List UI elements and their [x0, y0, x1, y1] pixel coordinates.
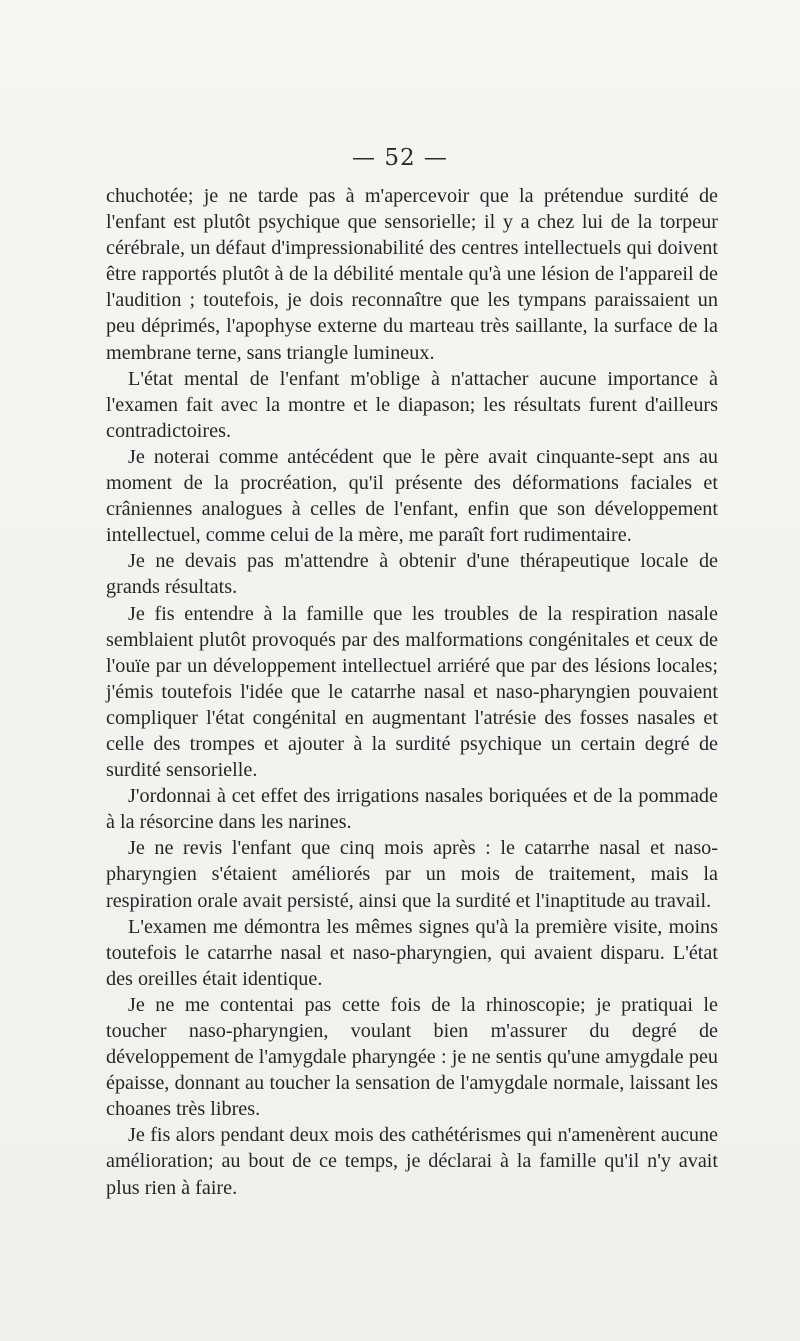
paragraph-10: Je fis alors pendant deux mois des cathétérismes qui n'amenèrent aucune amélioration; au bout de ce temps, je déclarai à la famille qu'il n'y avait plus rien à faire. [106, 1124, 718, 1199]
paragraph-3: Je noterai comme antécédent que le père avait cinquante-sept ans au moment de la procréation, qu'il présente des déformations faciales et crâniennes analogues à celles de l'enfant, enfin que son développement intellectuel, comme celui de la mère, me paraît fort rudimentaire. [106, 445, 718, 547]
paragraph-6: J'ordonnai à cet effet des irrigations nasales boriquées et de la pommade à la résorcine dans les narines. [106, 785, 718, 834]
paragraph-9: Je ne me contentai pas cette fois de la rhinoscopie; je pratiquai le toucher naso-pharyngien, voulant bien m'assurer du degré de développement de l'amygdale pharyngée : je ne sentis qu'une amygdale peu épaisse, donnant au toucher la sensation de l'amygdale normale, laissant les choanes très libres. [106, 993, 718, 1121]
paragraph-7: Je ne revis l'enfant que cinq mois après : le catarrhe nasal et naso-pharyngien s'étaient améliorés par un mois de traitement, mais la respiration orale avait persisté, ainsi que la surdité et l'inaptitude au travail. [106, 837, 718, 912]
paragraph-5: Je fis entendre à la famille que les troubles de la respiration nasale semblaient plutôt provoqués par des malformations congénitales et ceux de l'ouïe par un développement intellectuel arriéré que par des lésions locales; j'émis toutefois l'idée que le catarrhe nasal et naso-pharyngien pouvaient compliquer l'état congénital en augmentant l'atrésie des fosses nasales et celle des trompes et ajouter à la surdité psychique un certain degré de surdité sensorielle. [106, 602, 718, 782]
paragraph-4: Je ne devais pas m'attendre à obtenir d'une thérapeutique locale de grands résultats. [106, 550, 718, 599]
paragraph-2: L'état mental de l'enfant m'oblige à n'attacher aucune importance à l'examen fait avec la montre et le diapason; les résultats furent d'ailleurs contradictoires. [106, 367, 718, 442]
paragraph-8: L'examen me démontra les mêmes signes qu'à la première visite, moins toutefois le catarrhe nasal et naso-pharyngien, qui avaient disparu. L'état des oreilles était identique. [106, 915, 718, 990]
page-number: — 52 — [352, 145, 448, 171]
paragraph-1: chuchotée; je ne tarde pas à m'apercevoir que la prétendue surdité de l'enfant est plutôt psychique que sensorielle; il y a chez lui de la torpeur cérébrale, un défaut d'impressionabilité des centres intellectuels qui doivent être rapportés plutôt à de la débilité mentale qu'à une lésion de l'appareil de l'audition ; toutefois, je dois reconnaître que les tympans paraissaient un peu déprimés, l'apophyse externe du marteau très saillante, la surface de la membrane terne, sans triangle lumineux. [106, 185, 718, 364]
body-text [106, 183, 718, 1201]
